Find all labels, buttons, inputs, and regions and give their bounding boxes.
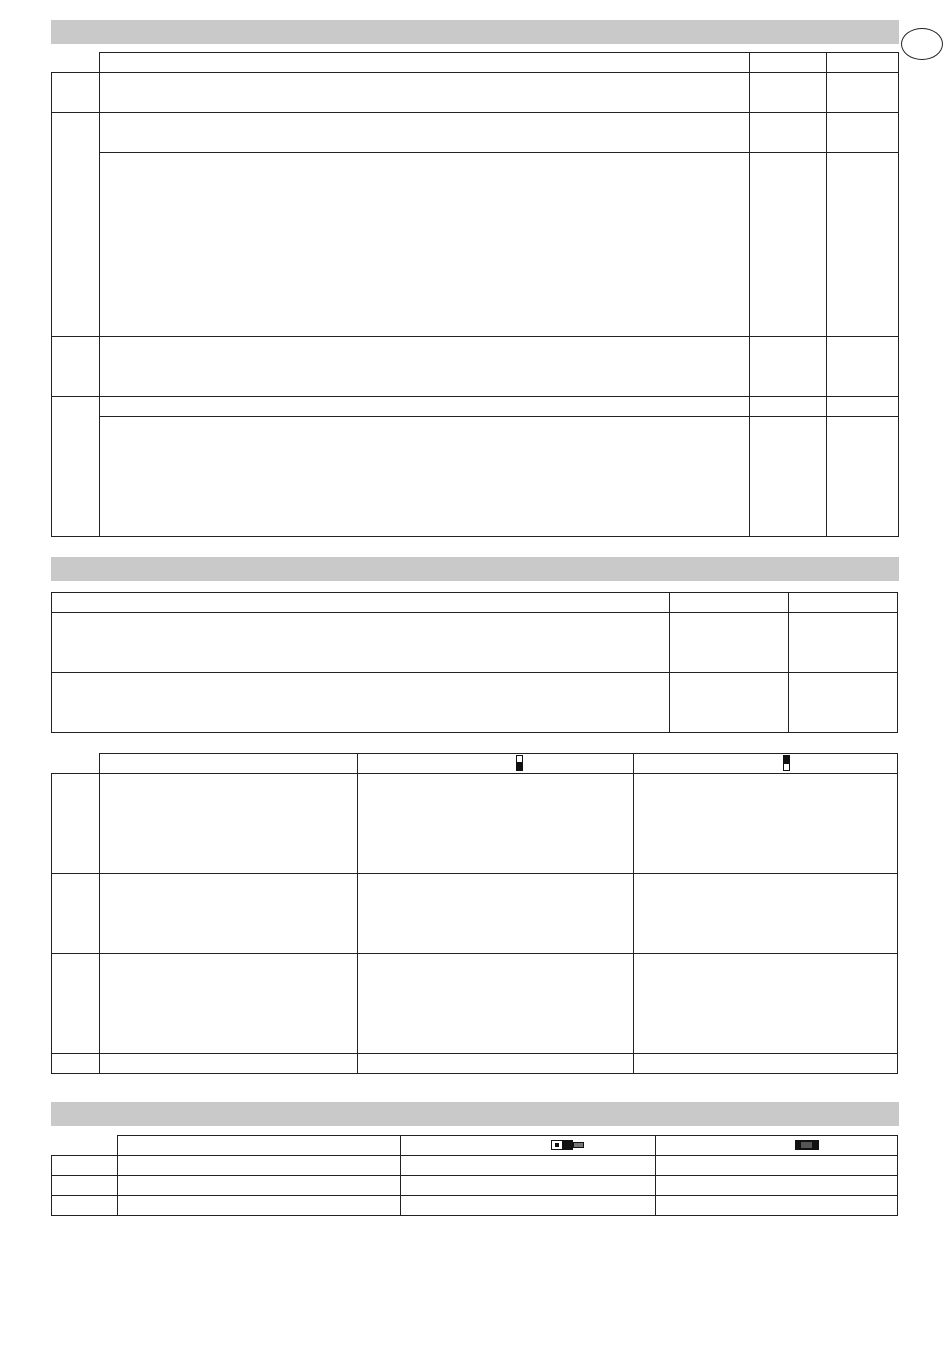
- table-line: [51, 592, 52, 733]
- table-header-cell: [56, 595, 664, 609]
- table-header-cell: [831, 55, 895, 69]
- table-line: [99, 753, 100, 1074]
- table-line: [400, 1135, 401, 1216]
- table-line: [117, 1135, 118, 1216]
- table-cell: [122, 1158, 396, 1172]
- table-line: [51, 1053, 897, 1054]
- table-line: [51, 1155, 52, 1216]
- table-line: [51, 1073, 897, 1074]
- table-cell: [104, 156, 744, 170]
- table-line: [51, 672, 897, 673]
- table-row-index: [55, 116, 95, 130]
- table-cell: [104, 76, 744, 90]
- table-row-index: [55, 340, 95, 354]
- table-cell: [104, 420, 744, 434]
- table-line: [51, 773, 52, 1074]
- table-line: [51, 1175, 898, 1176]
- table-row-index: [55, 400, 95, 414]
- table-cell: [56, 676, 664, 690]
- table-header-cell: [122, 1138, 396, 1152]
- table-line: [51, 72, 52, 537]
- table-cell: [104, 877, 352, 891]
- table-cell: [104, 399, 744, 413]
- switch-horizontal-right-icon: [795, 1140, 819, 1150]
- table-line: [51, 1155, 898, 1156]
- section-1-header-bar: [51, 20, 899, 44]
- table-line: [51, 536, 899, 537]
- table-cell: [104, 777, 352, 791]
- table-line: [51, 612, 897, 613]
- switch-vertical-up-icon: [783, 755, 790, 771]
- table-line: [99, 52, 100, 537]
- table-line: [99, 52, 899, 53]
- switch-vertical-down-icon: [516, 755, 523, 771]
- table-line: [633, 753, 634, 1074]
- table-header-cell: [793, 595, 893, 609]
- table-line: [897, 753, 898, 1074]
- table-cell: [122, 1178, 396, 1192]
- table-line: [51, 1195, 898, 1196]
- table-line: [51, 1215, 898, 1216]
- table-cell: [56, 616, 664, 630]
- table-header-cell: [104, 756, 352, 770]
- table-line: [51, 953, 897, 954]
- table-header-cell: [104, 55, 744, 69]
- table-line: [669, 592, 670, 733]
- switch-horizontal-left-tail: [573, 1142, 584, 1148]
- table-line: [898, 52, 899, 537]
- table-header-cell: [754, 55, 822, 69]
- table-cell: [104, 116, 744, 130]
- table-line: [51, 732, 897, 733]
- table-cell: [104, 1056, 352, 1070]
- table-line: [51, 873, 897, 874]
- table-line: [51, 773, 897, 774]
- language-badge-icon: [901, 28, 943, 60]
- table-line: [51, 592, 897, 593]
- table-line: [117, 1135, 898, 1136]
- table-line: [51, 336, 899, 337]
- table-row-index: [55, 76, 95, 90]
- section-2-header-bar: [51, 557, 899, 581]
- table-line: [51, 396, 899, 397]
- table-line: [51, 112, 899, 113]
- table-header-cell: [674, 595, 784, 609]
- table-line: [99, 416, 899, 417]
- table-cell: [104, 340, 744, 354]
- table-line: [655, 1135, 656, 1216]
- table-line: [826, 52, 827, 537]
- table-cell: [104, 957, 352, 971]
- table-line: [51, 72, 899, 73]
- table-line: [897, 1135, 898, 1216]
- switch-horizontal-left-icon: [551, 1140, 573, 1150]
- table-line: [788, 592, 789, 733]
- table-line: [357, 753, 358, 1074]
- table-line: [897, 592, 898, 733]
- table-cell: [122, 1198, 396, 1212]
- section-3-header-bar: [51, 1102, 899, 1126]
- table-line: [749, 52, 750, 537]
- table-line: [99, 753, 897, 754]
- table-line: [99, 152, 899, 153]
